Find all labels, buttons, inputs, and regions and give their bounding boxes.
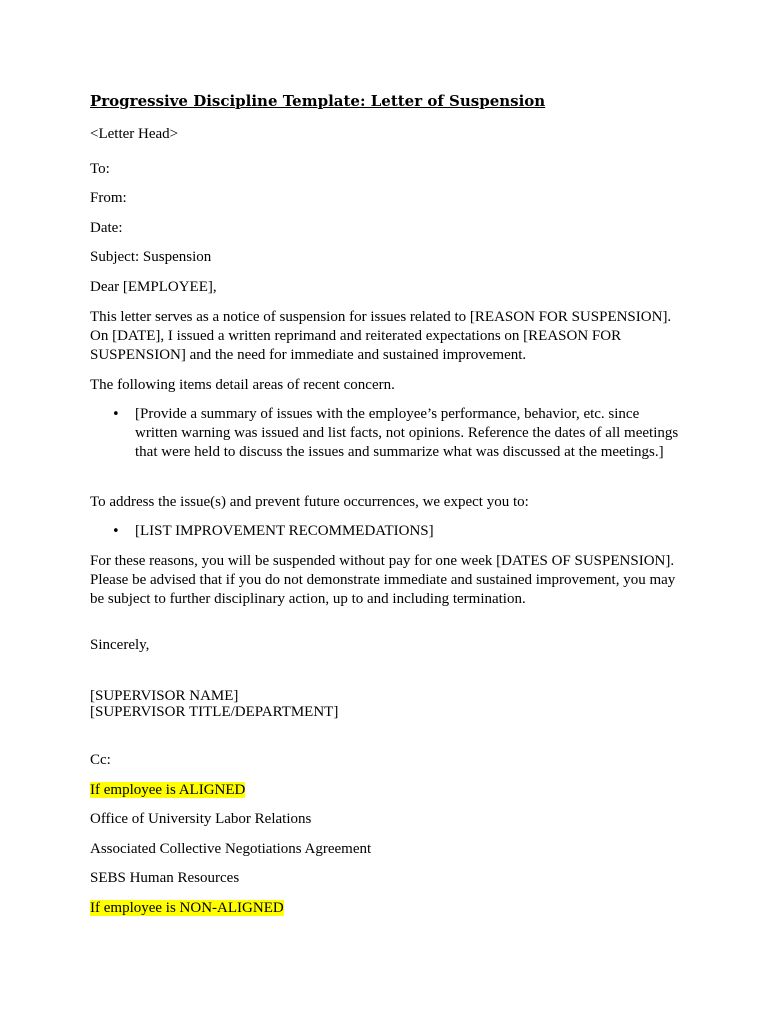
expectations-bullet-text: [LIST IMPROVEMENT RECOMMEDATIONS] bbox=[135, 523, 434, 539]
paragraph-suspension: For these reasons, you will be suspended without pay for one week [DATES OF SUSPENSION]. Please be advised that if you do not demonstrate immediate and sustained improvement, you may be subject to further disciplinary action, up to and including termination. bbox=[90, 553, 676, 607]
greeting: Dear [EMPLOYEE], bbox=[90, 279, 217, 295]
concerns-bullet-text: [Provide a summary of issues with the employee’s performance, behavior, etc. since written warning was issued and list facts, not opinions. Reference the dates of all meetings that were held to discuss the issues and summarize what was discussed at the meetings.] bbox=[135, 406, 679, 460]
non-aligned-label bbox=[90, 899, 284, 918]
highlighted-text: If employee is ALIGNED bbox=[90, 782, 246, 798]
list-item bbox=[90, 522, 682, 541]
aligned-label bbox=[90, 781, 245, 800]
expectations-intro: To address the issue(s) and prevent future occurrences, we expect you to: bbox=[90, 494, 529, 510]
document-title: Progressive Discipline Template: Letter of Suspension bbox=[90, 92, 546, 110]
bullet-icon: • bbox=[112, 524, 120, 539]
cc-label: Cc: bbox=[90, 752, 111, 768]
bullet-icon: • bbox=[112, 407, 120, 422]
highlighted-text: If employee is NON-ALIGNED bbox=[90, 900, 284, 916]
from-label: From: bbox=[90, 190, 127, 206]
cc-item-labor-relations: Office of University Labor Relations bbox=[90, 811, 312, 827]
to-label: To: bbox=[90, 161, 110, 177]
subject-line: Subject: Suspension bbox=[90, 249, 212, 265]
paragraph-notice: This letter serves as a notice of suspension for issues related to [REASON FOR SUSPENSION]. On [DATE], I issued a written reprimand and reiterated expectations on [REASON FOR SUSPENSION] and the need for immediate and sustained improvement. bbox=[90, 309, 672, 363]
date-label: Date: bbox=[90, 220, 123, 236]
cc-item-sebs-hr: SEBS Human Resources bbox=[90, 870, 240, 886]
supervisor-title: [SUPERVISOR TITLE/DEPARTMENT] bbox=[90, 704, 339, 720]
closing: Sincerely, bbox=[90, 637, 150, 653]
cc-item-negotiations-agreement: Associated Collective Negotiations Agreement bbox=[90, 841, 372, 857]
supervisor-name: [SUPERVISOR NAME] bbox=[90, 688, 239, 704]
letter-head-placeholder: <Letter Head> bbox=[90, 126, 179, 142]
list-item bbox=[90, 405, 682, 462]
concerns-intro: The following items detail areas of recent concern. bbox=[90, 377, 395, 393]
